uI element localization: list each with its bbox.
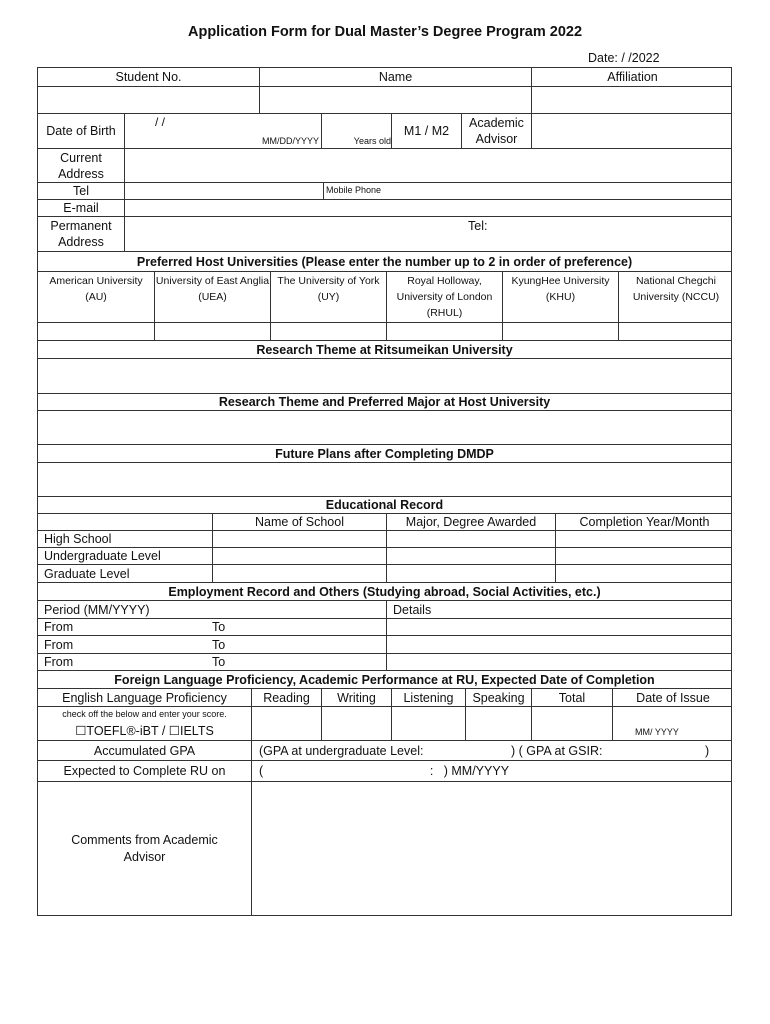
uni-uea: University of East Anglia (UEA) [154,272,270,322]
dob-label: Date of Birth [46,124,116,138]
listening-col: Listening [391,689,465,706]
uni-uy: The University of York (UY) [270,272,386,322]
current-address-row [37,148,732,182]
expected-row [37,760,732,781]
employment-cols-row [37,600,732,618]
hs-major-input[interactable] [386,531,555,547]
education-blank-header [38,514,212,530]
comments-input[interactable] [251,782,733,915]
tel-input[interactable] [124,183,323,199]
language-header: Foreign Language Proficiency, Academic Performance at RU, Expected Date of Completion [37,670,732,688]
advisor-input[interactable] [531,114,733,148]
speaking-input[interactable] [465,707,531,740]
email-row [37,199,732,216]
tel-row [37,182,732,199]
dob-input[interactable] [124,114,321,148]
student-no-input[interactable] [38,87,259,113]
employment-row [37,653,732,670]
school-name-col: Name of School [212,514,386,530]
details-label: Details [386,601,733,618]
uni-au: American University (AU) [49,275,143,303]
mobile-phone-label: Mobile Phone [326,185,382,195]
permanent-address-label: Permanent Address [50,219,112,249]
from-label: From [44,620,74,634]
gpa-gsir-text: ) ( GPA at GSIR: [511,744,603,758]
to-label: To [212,637,226,652]
reading-input[interactable] [251,707,321,740]
dob-row [37,113,732,148]
total-input[interactable] [531,707,612,740]
research-rits-input[interactable] [37,358,732,393]
comments-row [37,781,732,915]
listening-input[interactable] [391,707,465,740]
name-label: Name [259,68,531,86]
grad-major-input[interactable] [386,565,555,582]
period-label: Period (MM/YYYY) [44,602,150,617]
from-label: From [44,637,74,652]
ug-school-input[interactable] [212,548,386,564]
employment-row [37,618,732,635]
affiliation-input[interactable] [531,87,733,113]
uni-nccu: National Chegchi University (NCCU) [618,272,733,322]
education-row-graduate [37,564,732,582]
gpa-close: ) [705,744,710,758]
form-title: Application Form for Dual Master’s Degree Program 2022 [187,24,583,40]
pref-uea-input[interactable] [154,323,270,340]
ug-major-input[interactable] [386,548,555,564]
permanent-address-row [37,216,732,251]
permanent-address-input[interactable] [124,217,733,251]
dob-slashes: / / [155,115,166,129]
uni-khu: KyungHee University (KHU) [502,272,618,322]
pref-au-input[interactable] [38,323,154,340]
language-cols-row [37,688,732,706]
test-type-cell [38,707,251,740]
to-label: To [212,655,226,669]
name-input[interactable] [259,87,531,113]
advisor-label: Academic Advisor [461,114,531,148]
personal-input-row [37,86,732,113]
ug-completion-input[interactable] [555,548,733,564]
expected-label: Expected to Complete RU on [63,764,226,778]
mm-yyyy-hint: MM/ YYYY [635,727,679,737]
m1-m2-select[interactable]: M1 / M2 [391,114,461,148]
future-plans-header: Future Plans after Completing DMDP [37,444,732,462]
age-input[interactable] [321,114,391,148]
gpa-row [37,740,732,760]
gpa-undergrad-text: (GPA at undergraduate Level: [259,744,424,758]
hs-completion-input[interactable] [555,531,733,547]
dob-format: MM/DD/YYYY [261,136,319,146]
future-plans-input[interactable] [37,462,732,496]
pref-nccu-input[interactable] [618,323,733,340]
date-field[interactable]: Date: / /2022 [588,51,660,65]
pref-rhul-input[interactable] [386,323,502,340]
current-address-label: Current Address [58,150,104,181]
uni-rhul: Royal Holloway, University of London (RHUL) [386,272,502,322]
hs-school-input[interactable] [212,531,386,547]
tel-label: Tel [73,184,89,198]
writing-col: Writing [321,689,391,706]
language-score-row [37,706,732,740]
mobile-input[interactable] [323,183,733,199]
gpa-label: Accumulated GPA [93,743,196,758]
completion-col: Completion Year/Month [555,514,733,530]
education-header: Educational Record [37,496,732,513]
pref-uy-input[interactable] [270,323,386,340]
date-of-issue-col: Date of Issue [612,689,733,706]
period-input[interactable] [38,654,386,670]
email-label: E-mail [63,201,99,215]
expected-input[interactable] [251,761,733,781]
personal-header-row [37,67,732,86]
to-label: To [212,620,226,634]
employment-header: Employment Record and Others (Studying abroad, Social Activities, etc.) [37,582,732,600]
date-of-issue-input[interactable] [612,707,733,740]
research-host-header: Research Theme and Preferred Major at Host University [37,393,732,410]
period-input[interactable] [38,619,386,635]
speaking-col: Speaking [465,689,531,706]
major-col: Major, Degree Awarded [386,514,555,530]
host-header: Preferred Host Universities (Please enter the number up to 2 in order of preference) [37,251,732,271]
host-universities-row [37,271,732,322]
comments-label: Comments from Academic Advisor [71,832,218,864]
test-checkboxes[interactable]: ☐TOEFL®-iBT / ☐IELTS [75,724,214,738]
table-bottom-border [37,915,732,916]
high-school-label: High School [44,532,112,546]
affiliation-label: Affiliation [531,68,733,86]
grad-completion-input[interactable] [555,565,733,582]
reading-col: Reading [251,689,321,706]
undergrad-label: Undergraduate Level [44,549,161,563]
graduate-label: Graduate Level [44,566,130,581]
english-proficiency-label: English Language Proficiency [62,690,227,705]
details-input[interactable] [386,636,733,653]
research-rits-header: Research Theme at Ritsumeikan University [37,340,732,358]
details-input[interactable] [386,654,733,670]
education-cols-row [37,513,732,530]
student-no-label: Student No. [115,70,182,84]
period-input[interactable] [38,636,386,653]
check-note: check off the below and enter your score. [62,709,227,719]
from-label: From [44,655,74,669]
gpa-input[interactable] [251,741,733,760]
email-input[interactable] [124,200,733,216]
total-col: Total [531,689,612,706]
research-host-input[interactable] [37,410,732,444]
expected-text: ( : ) MM/YYYY [259,764,510,778]
grad-school-input[interactable] [212,565,386,582]
years-old-label: Years old [353,136,391,146]
writing-input[interactable] [321,707,391,740]
permanent-tel-label: Tel: [468,219,488,233]
education-row-undergrad [37,547,732,564]
current-address-input[interactable] [124,149,733,182]
pref-khu-input[interactable] [502,323,618,340]
employment-row [37,635,732,653]
details-input[interactable] [386,619,733,635]
host-preference-row [37,322,732,340]
education-row-high-school [37,530,732,547]
